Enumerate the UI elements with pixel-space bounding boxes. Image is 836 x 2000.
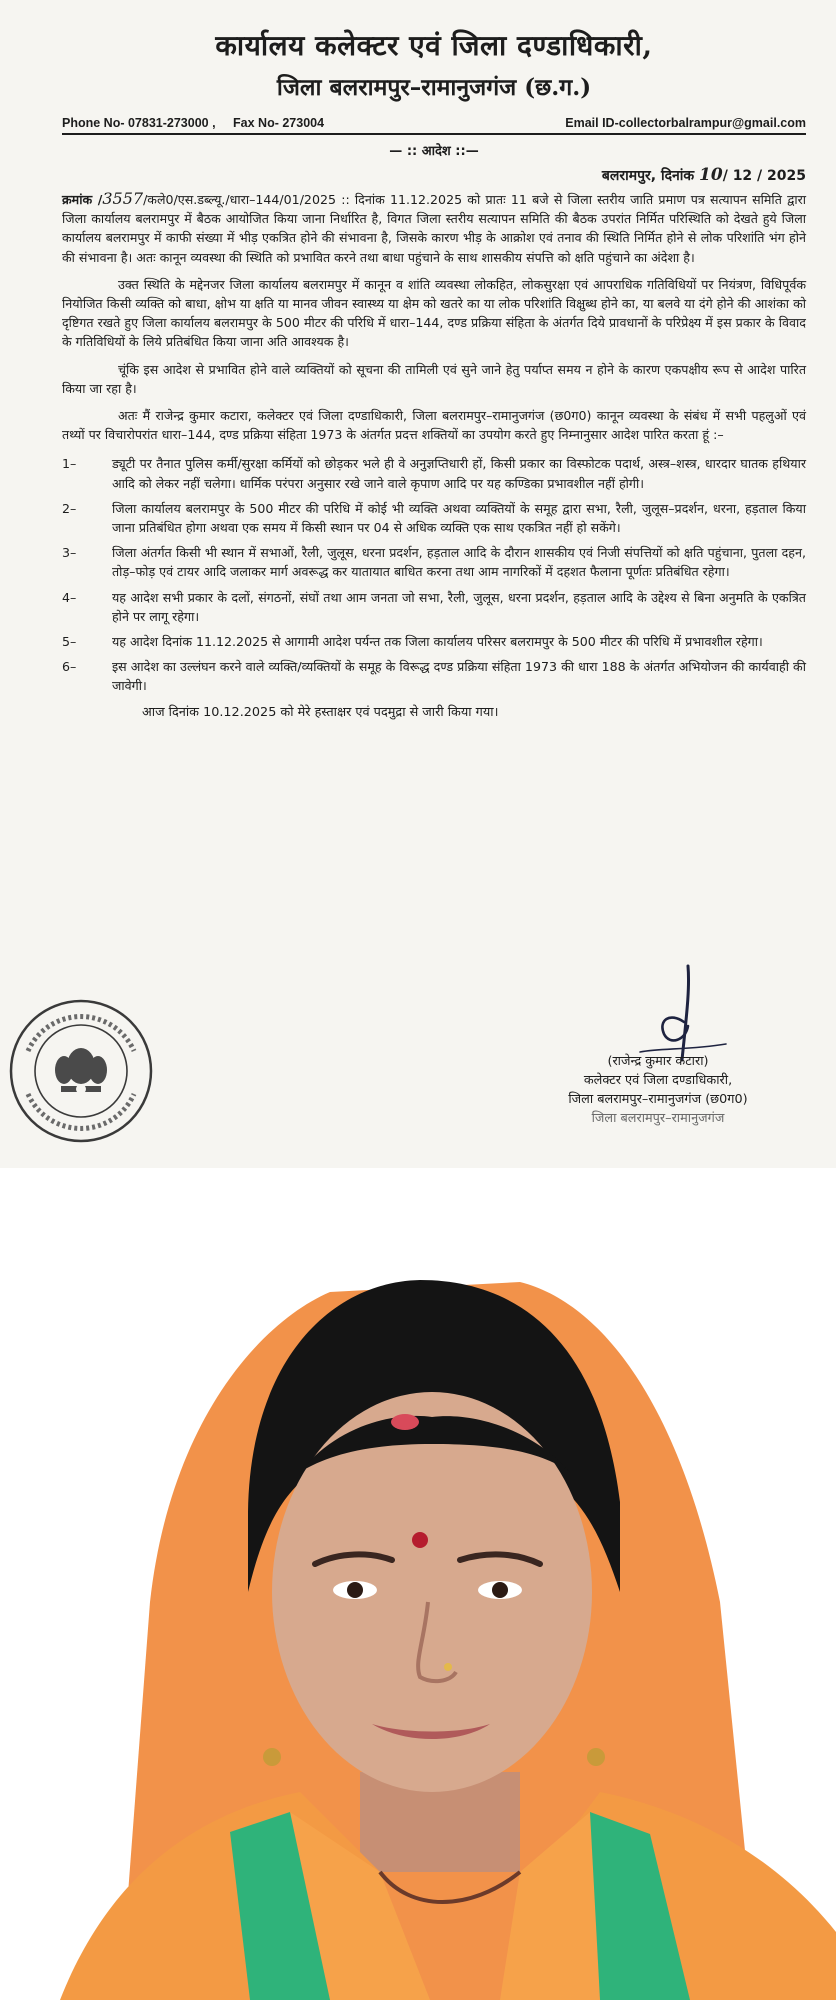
- phone-number: Phone No- 07831-273000 ,: [62, 116, 216, 130]
- clause-item: 3– जिला अंतर्गत किसी भी स्थान में सभाओं, रैली, जुलूस, धरना प्रदर्शन, हड़ताल आदि के दौरान शासकीय एवं निजी संपत्तियों को क्षति पहुंचाना, पुतला दहन, तोड़–फोड़ एवं टायर आदि जलाकर मार्ग अवरूद्ध कर यातायात बाधित करना तथा आम नागरिकों में दहशत फैलाना पूर्णतः प्रतिबंधित रहेगा।: [62, 545, 806, 580]
- right-earring: [587, 1748, 605, 1766]
- order-heading: — :: आदेश ::—: [389, 144, 479, 159]
- date-suffix: / 12 / 2025: [722, 168, 806, 184]
- sindoor-mark: [391, 1414, 419, 1430]
- ref-handwritten: 3557: [102, 189, 144, 208]
- date-prefix: बलरामपुर, दिनांक: [601, 168, 695, 184]
- issued-statement: आज दिनांक 10.12.2025 को मेरे हस्ताक्षर एवं पदमुद्रा से जारी किया गया।: [142, 704, 499, 720]
- signatory-name: (राजेन्द्र कुमार कटारा): [607, 1054, 709, 1069]
- order-date: [62, 165, 806, 185]
- date-handwritten: 10: [699, 165, 723, 185]
- clause-item: 1– ड्यूटी पर तैनात पुलिस कर्मी/सुरक्षा कर्मियों को छोड़कर भले ही वे अनुज्ञप्तिधारी हों, किसी प्रकार का विस्फोटक पदार्थ, अस्त्र–शस्त्र, धारदार घातक हथियार आदि को लेकर नहीं चलेगा। धार्मिक परंपरा अनुसार रखे जाने वाले कृपाण आदि पर यह कण्डिका प्रभावशील नहीं होगी।: [62, 456, 806, 491]
- paragraph-4: अतः मैं राजेन्द्र कुमार कटारा, कलेक्टर एवं जिला दण्डाधिकारी, जिला बलरामपुर–रामानुजगंज (छ0ग0) कानून व्यवस्था के संबंध में सभी पहलुओं एवं तथ्यों पर विचारोपरांत धारा–144, दण्ड प्रक्रिया संहिता 1973 के अंतर्गत प्रदत्त शक्तियों का उपयोग करते हुए निम्नानुसार आदेश पारित करता हूं :–: [62, 408, 806, 443]
- email-address: Email ID-collectorbalrampur@gmail.com: [565, 116, 806, 130]
- paragraph-1-text: /कले0/एस.डब्ल्यू./धारा–144/01/2025 :: दिनांक 11.12.2025 को प्रातः 11 बजे से जिला स्तरीय जाति प्रमाण पत्र सत्यापन समिति द्वारा जिला कार्यालय बलरामपुर में बैठक आयोजित किया जाना निर्धारित है, विगत जिला स्तरीय सत्यापन समिति की बैठक उपरांत निर्मित परिस्थिति को देखते हुये जिला कार्यालय बलरामपुर में काफी संख्या में भीड़ एकत्रित होने की संभावना है, जिसके कारण भीड़ के आक्रोश एवं तनाव की स्थिति निर्मित होने से लोक परिशांति भंग होने की संभावना है। अतः कानून व्यवस्था की स्थिति को प्रभावित करने तथा बाधा पहुंचाने के साथ शासकीय संपत्ति को क्षति पहुंचाने का अंदेशा है।: [62, 192, 807, 265]
- office-title: कार्यालय कलेक्टर एवं जिला दण्डाधिकारी,: [215, 29, 653, 62]
- clause-item: 5– यह आदेश दिनांक 11.12.2025 से आगामी आदेश पर्यन्त तक जिला कार्यालय परिसर बलरामपुर के 500 मीटर की परिधि में प्रभावशील रहेगा।: [62, 634, 763, 650]
- phone-fax: [62, 116, 324, 130]
- document-body: [62, 26, 806, 720]
- signatory-block: [528, 1052, 788, 1128]
- official-seal-stamp: [6, 996, 156, 1146]
- signatory-stamp-line: जिला बलरामपुर–रामानुजगंज: [591, 1111, 725, 1126]
- portrait-illustration: [0, 1172, 836, 2000]
- ref-prefix: क्रमांक /: [62, 192, 103, 207]
- left-earring: [263, 1748, 281, 1766]
- fax-number: Fax No- 273004: [233, 116, 325, 130]
- paragraph-1: [62, 189, 806, 267]
- clause-item: 2– जिला कार्यालय बलरामपुर के 500 मीटर की परिधि में कोई भी व्यक्ति अथवा व्यक्तियों के समूह द्वारा सभा, रैली, जुलूस–प्रदर्शन, धरना, हड़ताल किया जाना प्रतिबंधित होगा अथवा एक समय में किसी स्थान पर 04 से अधिक व्यक्ति एक साथ एकत्रित नहीं हो सकेंगे।: [62, 500, 806, 536]
- paragraph-3: चूंकि इस आदेश से प्रभावित होने वाले व्यक्तियों को सूचना की तामिली एवं सुने जाने हेतु पर्याप्त समय न होने के कारण एकपक्षीय रूप से आदेश पारित किया जा रहा है।: [62, 361, 806, 396]
- clause-item: 4– यह आदेश सभी प्रकार के दलों, संगठनों, संघों तथा आम जनता जो सभा, रैली, जुलूस, धरना प्रदर्शन, हड़ताल आदि के उद्देश्य से बिना अनुमति के एकत्रित होने पर लागू रहेगा।: [62, 589, 806, 624]
- district-line: जिला बलरामपुर–रामानुजगंज (छ.ग.): [276, 74, 592, 101]
- clause-list: [62, 454, 806, 695]
- bindi: [412, 1532, 428, 1548]
- signatory-district: जिला बलरामपुर–रामानुजगंज (छ0ग0): [568, 1092, 748, 1107]
- signatory-designation: कलेक्टर एवं जिला दण्डाधिकारी,: [583, 1073, 733, 1088]
- contact-line: [62, 116, 806, 135]
- paragraph-2: उक्त स्थिति के मद्देनजर जिला कार्यालय बलरामपुर में कानून व शांति व्यवस्था लोकहित, लोकसुरक्षा एवं आपराधिक गतिविधियों पर नियंत्रण, विधिपूर्वक नियोजित किसी व्यक्ति को बाधा, क्षोभ या क्षति या मानव जीवन स्वास्थ्य या क्षेम को खतरे का या लोक परिशांति विक्षुब्ध होने का, या बलवे या दंगे होने की आशंका को दृष्टिगत रखते हुए जिला कार्यालय बलरामपुर के 500 मीटर की परिधि में धारा–144, दण्ड प्रक्रिया संहिता के अंतर्गत दिये प्रावधानों के परिप्रेक्ष्य में इस प्रकार के विवाद के गतिविधियों के लिये प्रतिबंधित किया जाना अति आवश्यक है।: [62, 276, 806, 350]
- nose-stud: [444, 1663, 452, 1671]
- clause-item: 6– इस आदेश का उल्लंघन करने वाले व्यक्ति/व्यक्तियों के समूह के विरूद्ध दण्ड प्रक्रिया संहिता 1973 की धारा 188 के अंतर्गत अभियोजन की कार्यवाही की जावेगी।: [62, 659, 806, 694]
- portrait-photo: [0, 1172, 836, 2000]
